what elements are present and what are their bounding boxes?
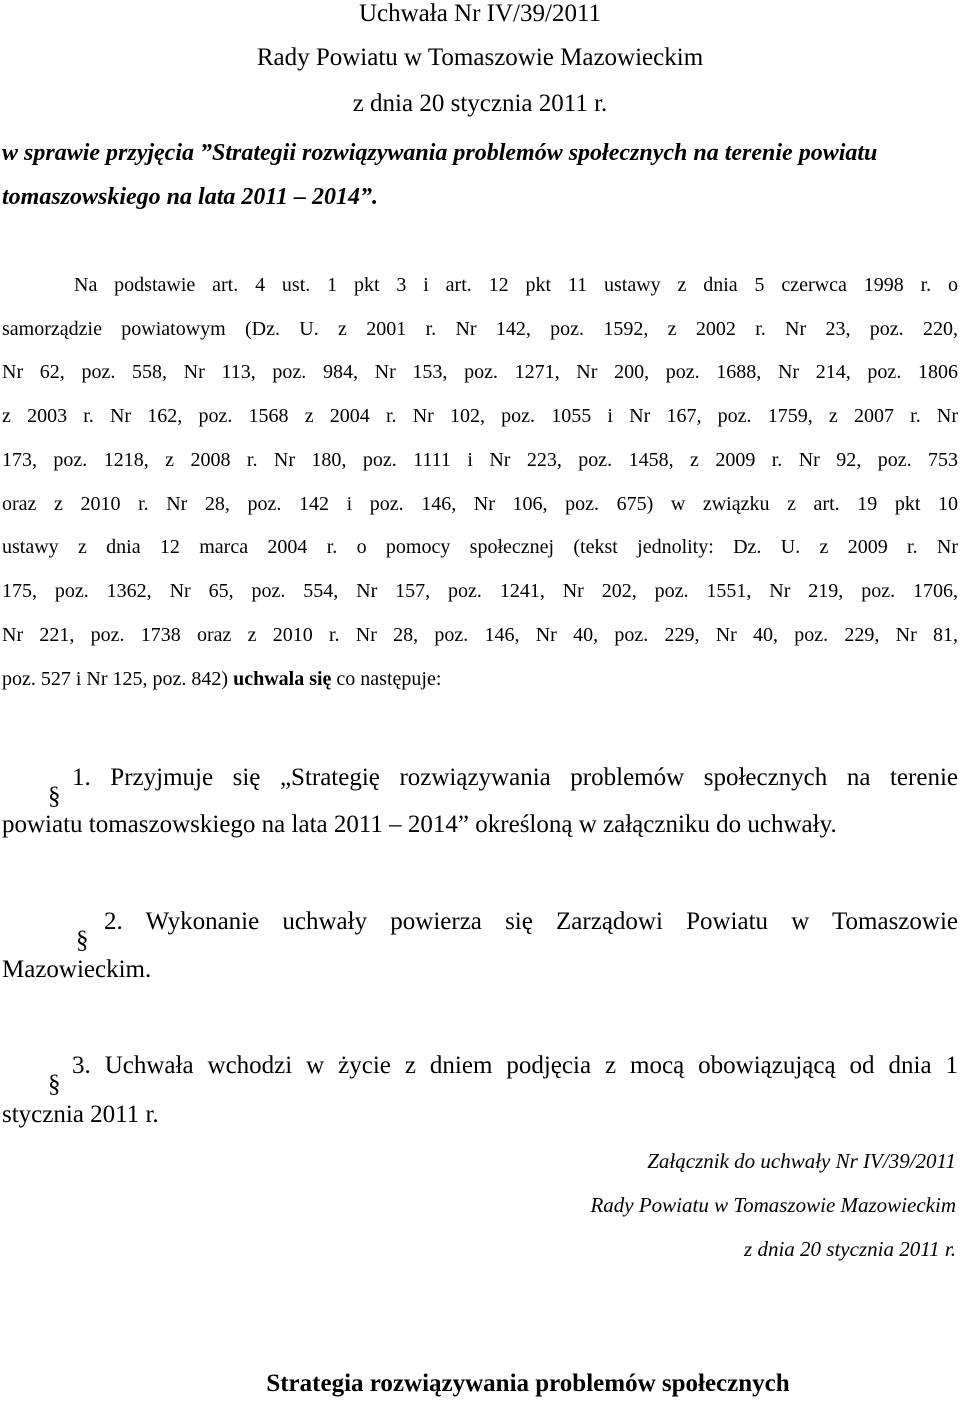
legal-basis-line-3: Nr 62, poz. 558, Nr 113, poz. 984, Nr 153, poz. 1271, Nr 200, poz. 1688, Nr 214, poz. 1806 (2, 361, 958, 383)
strategy-title: Strategia rozwiązywania problemów społecznych (266, 1370, 790, 1397)
legal-basis-line-5: 173, poz. 1218, z 2008 r. Nr 180, poz. 1111 i Nr 223, poz. 1458, z 2009 r. Nr 92, poz. 753 (2, 449, 958, 471)
section-3-line-2: stycznia 2011 r. (2, 1101, 159, 1128)
section-1-line-1 (48, 764, 958, 792)
legal-basis-line-10 (2, 668, 958, 691)
legal-basis-line-2: samorządzie powiatowym (Dz. U. z 2001 r. Nr 142, poz. 1592, z 2002 r. Nr 23, poz. 220, (2, 318, 958, 340)
subject-line-1: w sprawie przyjęcia ”Strategii rozwiązywania problemów społecznych na terenie powiatu (2, 140, 878, 166)
legal-basis-line-6: oraz z 2010 r. Nr 28, poz. 142 i poz. 146, Nr 106, poz. 675) w związku z art. 19 pkt 10 (2, 493, 958, 515)
resolution-date: z dnia 20 stycznia 2011 r. (352, 90, 608, 117)
section-2-text: 2. Wykonanie uchwały powierza się Zarządowi Powiatu w Tomaszowie (104, 908, 958, 935)
annex-date: z dnia 20 stycznia 2011 r. (744, 1237, 956, 1261)
subject-line-2: tomaszowskiego na lata 2011 – 2014”. (2, 184, 379, 210)
legal-basis-line-4: z 2003 r. Nr 162, poz. 1568 z 2004 r. Nr 102, poz. 1055 i Nr 167, poz. 1759, z 2007 r. Nr (2, 405, 958, 427)
resolution-phrase: uchwala się (233, 668, 332, 690)
legal-basis-line-1: Na podstawie art. 4 ust. 1 pkt 3 i art. 12 pkt 11 ustawy z dnia 5 czerwca 1998 r. o (74, 274, 958, 296)
legal-basis-line-7: ustawy z dnia 12 marca 2004 r. o pomocy społecznej (tekst jednolity: Dz. U. z 2009 r. Nr (2, 536, 958, 558)
resolution-number: Uchwała Nr IV/39/2011 (358, 0, 602, 27)
annex-council: Rady Powiatu w Tomaszowie Mazowieckim (590, 1193, 956, 1217)
section-2-line-2: Mazowieckim. (2, 956, 152, 983)
legal-basis-line-8: 175, poz. 1362, Nr 65, poz. 554, Nr 157, poz. 1241, Nr 202, poz. 1551, Nr 219, poz. 1706, (2, 580, 958, 602)
annex-title: Załącznik do uchwały Nr IV/39/2011 (647, 1149, 956, 1173)
section-1-line-2: powiatu tomaszowskiego na lata 2011 – 2014” określoną w załączniku do uchwały. (2, 811, 837, 838)
legal-basis-tail: poz. 527 i Nr 125, poz. 842) (2, 668, 234, 690)
section-2-line-1 (76, 908, 958, 936)
council-name: Rady Powiatu w Tomaszowie Mazowieckim (256, 44, 704, 71)
legal-basis-ending: co następuje: (331, 668, 442, 690)
section-3-text: 3. Uchwała wchodzi w życie z dniem podjęcia z mocą obowiązującą od dnia 1 (72, 1052, 958, 1079)
section-1-text: 1. Przyjmuje się „Strategię rozwiązywania problemów społecznych na terenie (72, 764, 958, 791)
section-3-line-1 (48, 1052, 958, 1080)
legal-basis-line-9: Nr 221, poz. 1738 oraz z 2010 r. Nr 28, poz. 146, Nr 40, poz. 229, Nr 40, poz. 229, Nr 81, (2, 624, 958, 646)
